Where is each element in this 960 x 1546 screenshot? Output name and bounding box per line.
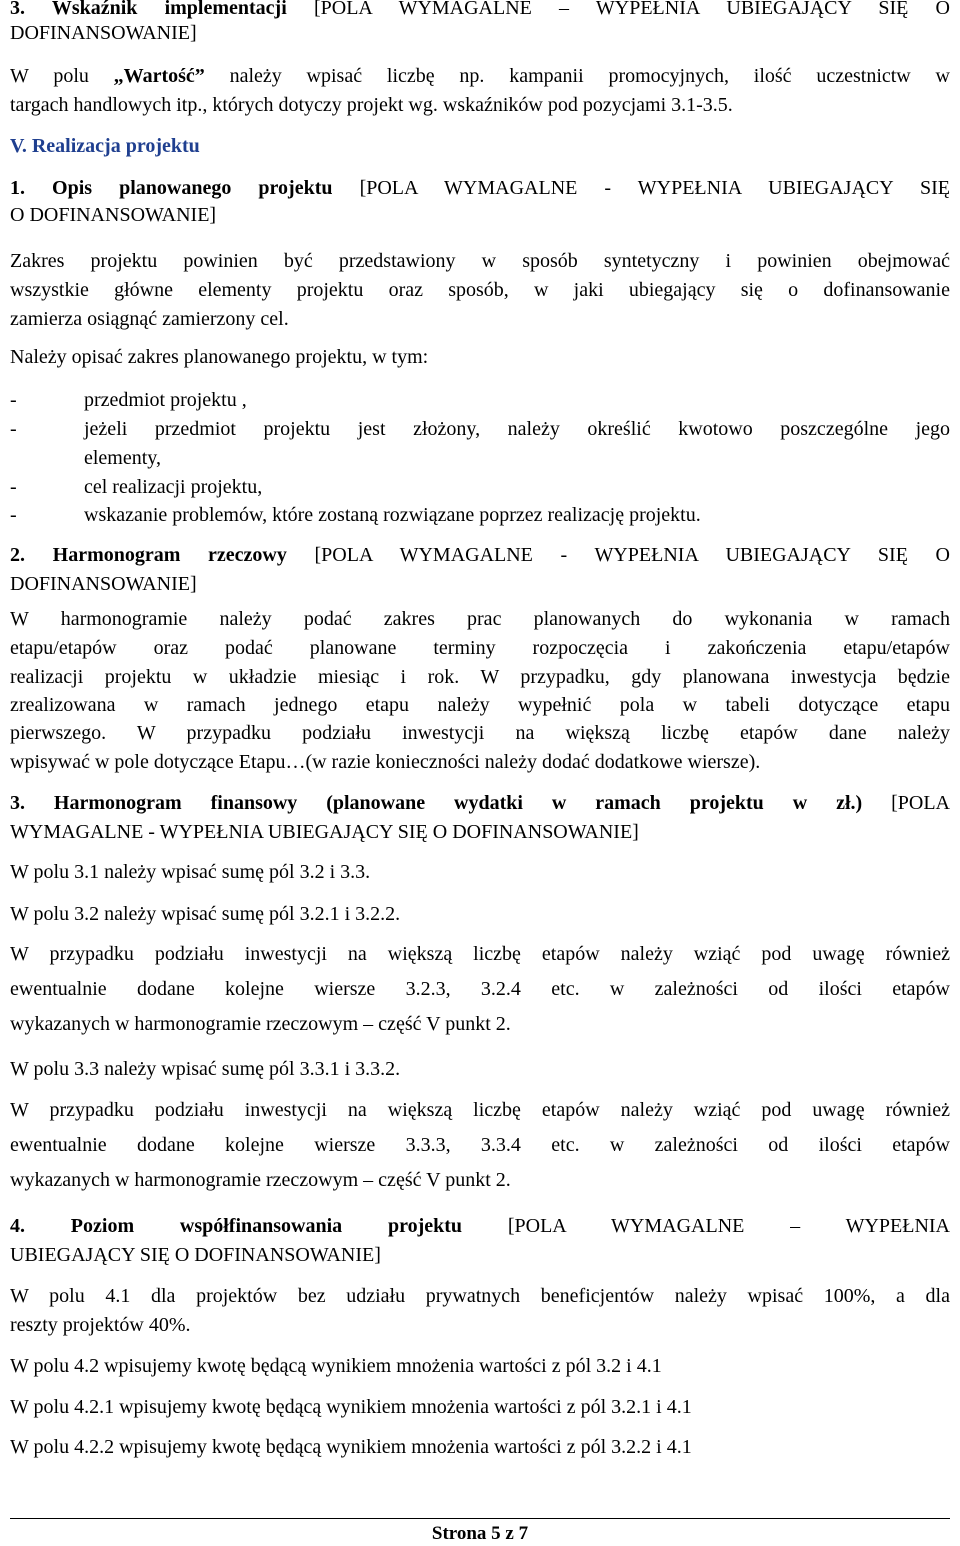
list-item-continuation: elementy, <box>84 447 162 469</box>
field-3-2-note: W polu 3.2 należy wpisać sumę pól 3.2.1 i 3.2.2. <box>10 903 401 925</box>
field-3-3-note: W polu 3.3 należy wpisać sumę pól 3.3.1 i 3.3.2. <box>10 1058 401 1080</box>
bullet-dash: - <box>10 504 17 526</box>
s2-line: wpisywać w pole dotyczące Etapu…(w razie konieczności należy dodać dodatkowe wiersze). <box>10 751 761 773</box>
indicator-heading-line2: DOFINANSOWANIE] <box>10 22 197 44</box>
s2-line: zrealizowana w ramach jednego etapu należy wypełnić pola w tabeli dotyczące etapu <box>10 694 950 716</box>
field-3-1-note: W polu 3.1 należy wpisać sumę pól 3.2 i 3.3. <box>10 861 371 883</box>
s1-heading-rest: [POLA WYMAGALNE - WYPEŁNIA UBIEGAJĄCY SIĘ <box>332 177 950 199</box>
list-item: wskazanie problemów, które zostaną rozwiązane poprzez realizację projektu. <box>84 504 701 526</box>
field-name-wartosc: „Wartość” <box>113 65 205 87</box>
s2-line: W harmonogramie należy podać zakres prac planowanych do wykonania w ramach <box>10 608 950 630</box>
indicator-heading-rest: [POLA WYMAGALNE – WYPEŁNIA UBIEGAJĄCY SIĘ O <box>313 0 951 19</box>
field-4-2-1-note: W polu 4.2.1 wpisujemy kwotę będącą wynikiem mnożenia wartości z pól 3.2.1 i 4.1 <box>10 1396 692 1418</box>
s1-heading-line2: O DOFINANSOWANIE] <box>10 204 217 226</box>
indicator-heading <box>10 0 950 20</box>
indicator-paragraph-line2: targach handlowych itp., których dotyczy projekt wg. wskaźników pod pozycjami 3.1-3.5. <box>10 94 733 116</box>
s2-heading-line2: DOFINANSOWANIE] <box>10 573 197 595</box>
s3-p33-line: ewentualnie dodane kolejne wiersze 3.3.3, 3.3.4 etc. w zależności od ilości etapów <box>10 1134 950 1156</box>
s3-p32-line: wykazanych w harmonogramie rzeczowym – część V punkt 2. <box>10 1013 511 1035</box>
s3-p32-line: W przypadku podziału inwestycji na większą liczbę etapów należy wziąć pod uwagę również <box>10 943 950 965</box>
list-item: jeżeli przedmiot projektu jest złożony, należy określić kwotowo poszczególne jego <box>84 418 950 440</box>
s2-line: realizacji projektu w układzie miesiąc i rok. W przypadku, gdy planowana inwestycja będzie <box>10 666 950 688</box>
s4-heading-rest: [POLA WYMAGALNE – WYPEŁNIA <box>462 1215 951 1237</box>
s2-line: pierwszego. W przypadku podziału inwestycji na większą liczbę etapów dane należy <box>10 722 950 744</box>
s1-heading <box>10 176 950 200</box>
s3-heading-line2: WYMAGALNE - WYPEŁNIA UBIEGAJĄCY SIĘ O DOFINANSOWANIE] <box>10 821 639 843</box>
s1-p1-line2: wszystkie główne elementy projektu oraz sposób, w jaki ubiegający się o dofinansowanie <box>10 279 950 301</box>
s3-p33-line: wykazanych w harmonogramie rzeczowym – część V punkt 2. <box>10 1169 511 1191</box>
s4-heading-bold: 4. Poziom współfinansowania projektu <box>10 1215 463 1237</box>
s4-heading-line2: UBIEGAJĄCY SIĘ O DOFINANSOWANIE] <box>10 1244 381 1266</box>
s3-p33-line: W przypadku podziału inwestycji na większą liczbę etapów należy wziąć pod uwagę również <box>10 1099 950 1121</box>
bullet-dash: - <box>10 476 17 498</box>
s3-p32-line: ewentualnie dodane kolejne wiersze 3.2.3, 3.2.4 etc. w zależności od ilości etapów <box>10 978 950 1000</box>
list-item: cel realizacji projektu, <box>84 476 263 498</box>
s3-heading <box>10 791 950 815</box>
s1-p1-line3: zamierza osiągnąć zamierzony cel. <box>10 308 289 330</box>
page-number: Strona 5 z 7 <box>431 1523 529 1544</box>
bullet-dash: - <box>10 418 17 440</box>
indicator-paragraph-line1 <box>10 64 950 88</box>
bullet-dash: - <box>10 389 17 411</box>
s4-heading <box>10 1214 950 1238</box>
s2-heading-rest: [POLA WYMAGALNE - WYPEŁNIA UBIEGAJĄCY SIĘ O <box>286 544 950 566</box>
s1-p1-line1: Zakres projektu powinien być przedstawiony w sposób syntetyczny i powinien obejmować <box>10 250 950 272</box>
s1-heading-bold: 1. Opis planowanego projektu <box>10 177 333 199</box>
section-v-heading: V. Realizacja projektu <box>10 135 200 157</box>
text: należy wpisać liczbę np. kampanii promocyjnych, ilość uczestnictw w <box>204 65 950 87</box>
indicator-heading-bold: 3. Wskaźnik implementacji <box>10 0 287 19</box>
field-4-2-note: W polu 4.2 wpisujemy kwotę będącą wynikiem mnożenia wartości z pól 3.2 i 4.1 <box>10 1355 662 1377</box>
s2-heading <box>10 543 950 567</box>
text: W polu <box>10 65 114 87</box>
field-4-2-2-note: W polu 4.2.2 wpisujemy kwotę będącą wynikiem mnożenia wartości z pól 3.2.2 i 4.1 <box>10 1436 692 1458</box>
s2-line: etapu/etapów oraz podać planowane terminy rozpoczęcia i zakończenia etapu/etapów <box>10 637 950 659</box>
s1-p2: Należy opisać zakres planowanego projektu, w tym: <box>10 346 429 368</box>
s3-heading-rest: [POLA <box>862 792 950 814</box>
field-4-1-note: W polu 4.1 dla projektów bez udziału prywatnych beneficjentów należy wpisać 100%, a dla <box>10 1285 950 1307</box>
s2-heading-bold: 2. Harmonogram rzeczowy <box>10 544 287 566</box>
s3-heading-bold: 3. Harmonogram finansowy (planowane wydatki w ramach projektu w zł.) <box>10 792 863 814</box>
list-item: przedmiot projektu , <box>84 389 247 411</box>
footer-divider <box>10 1518 950 1519</box>
field-4-1-note-line2: reszty projektów 40%. <box>10 1314 191 1336</box>
